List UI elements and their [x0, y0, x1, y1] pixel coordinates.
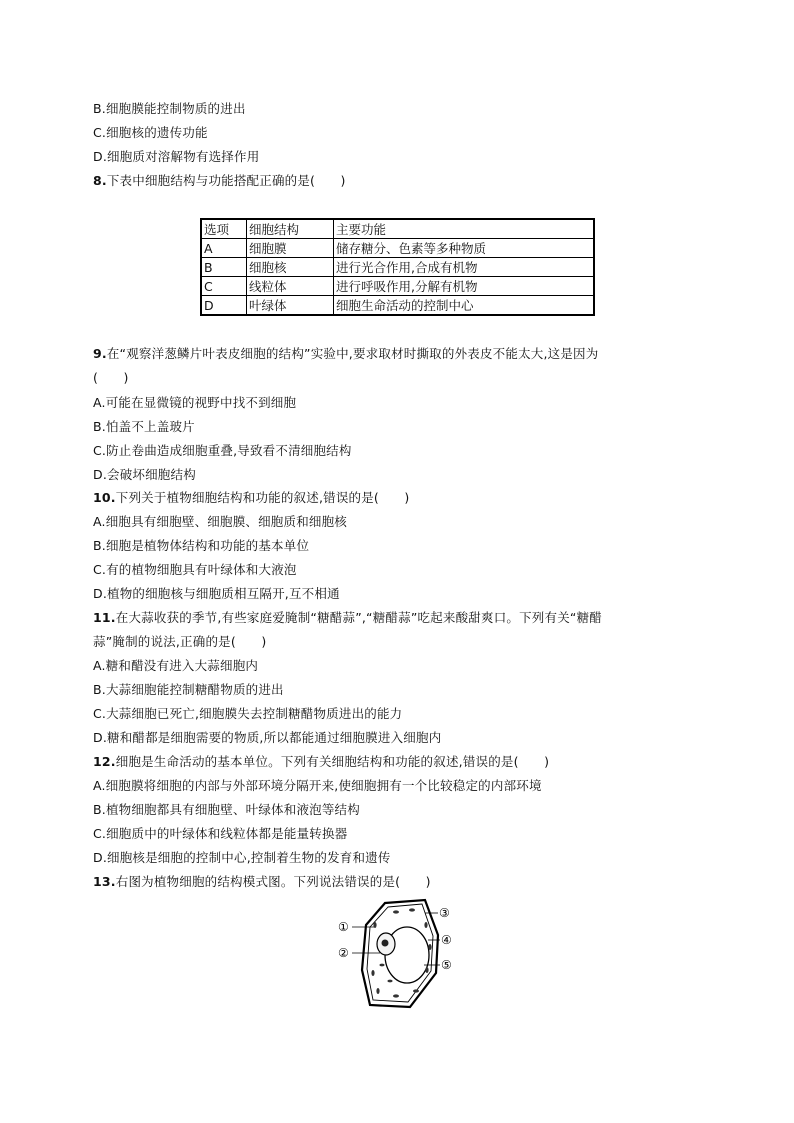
- table-cell: C: [201, 277, 247, 296]
- plant-cell-svg: [330, 895, 465, 1013]
- q11-option-c: C.大蒜细胞已死亡,细胞膜失去控制糖醋物质进出的能力: [93, 706, 403, 721]
- plant-cell-diagram: [330, 895, 465, 1013]
- q9-option-c: C.防止卷曲造成细胞重叠,导致看不清细胞结构: [93, 443, 352, 458]
- table-cell: 储存糖分、色素等多种物质: [334, 239, 595, 258]
- table-cell: 叶绿体: [247, 296, 334, 316]
- q13-text: 右图为植物细胞的结构模式图。下列说法错误的是( ): [115, 874, 431, 889]
- table-cell: 细胞膜: [247, 239, 334, 258]
- q9-option-b: B.怕盖不上盖玻片: [93, 419, 195, 434]
- q7-option-c: C.细胞核的遗传功能: [93, 125, 208, 140]
- q10-option-b: B.细胞是植物体结构和功能的基本单位: [93, 538, 310, 553]
- q13-number: 13.: [93, 874, 116, 889]
- table-header-row: [201, 219, 594, 239]
- q12-option-a: A.细胞膜将细胞的内部与外部环境分隔开来,使细胞拥有一个比较稳定的内部环境: [93, 778, 542, 793]
- q12-option-c: C.细胞质中的叶绿体和线粒体都是能量转换器: [93, 826, 348, 841]
- q10-stem: [93, 490, 409, 506]
- q10-option-a: A.细胞具有细胞壁、细胞膜、细胞质和细胞核: [93, 514, 348, 529]
- q11-number: 11.: [93, 610, 116, 625]
- q9-option-d: D.会破坏细胞结构: [93, 467, 196, 482]
- q11-text: 在大蒜收获的季节,有些家庭爱腌制“糖醋蒜”,“糖醋蒜”吃起来酸甜爽口。下列有关“糖醋: [115, 610, 602, 625]
- nucleolus: [382, 940, 389, 947]
- q8-number: 8.: [93, 173, 107, 188]
- table-header-cell: 细胞结构: [247, 219, 334, 239]
- q10-text: 下列关于植物细胞结构和功能的叙述,错误的是( ): [115, 490, 410, 505]
- figure-label-5: ⑤: [441, 958, 452, 972]
- q11-stem-line2: 蒜”腌制的说法,正确的是( ): [93, 634, 267, 649]
- q11-option-a: A.糖和醋没有进入大蒜细胞内: [93, 658, 259, 673]
- q12-stem: [93, 754, 549, 770]
- table-cell: A: [201, 239, 247, 258]
- q10-option-d: D.植物的细胞核与细胞质相互隔开,互不相通: [93, 586, 340, 601]
- q8-table: [200, 218, 595, 316]
- q8-stem: [93, 173, 346, 189]
- q9-stem-line2: ( ): [93, 370, 129, 385]
- table-cell: D: [201, 296, 247, 316]
- q12-text: 细胞是生命活动的基本单位。下列有关细胞结构和功能的叙述,错误的是( ): [115, 754, 550, 769]
- q11-stem-line1: [93, 610, 602, 626]
- table-row: [201, 239, 594, 258]
- q9-stem-line1: [93, 346, 598, 362]
- q7-option-b: B.细胞膜能控制物质的进出: [93, 101, 246, 116]
- table-header-cell: 选项: [201, 219, 247, 239]
- q12-option-d: D.细胞核是细胞的控制中心,控制着生物的发育和遗传: [93, 850, 391, 865]
- q10-option-c: C.有的植物细胞具有叶绿体和大液泡: [93, 562, 297, 577]
- table-cell: B: [201, 258, 247, 277]
- q7-option-d: D.细胞质对溶解物有选择作用: [93, 149, 260, 164]
- figure-label-1: ①: [338, 920, 349, 934]
- table-cell: 细胞核: [247, 258, 334, 277]
- table-row: [201, 277, 594, 296]
- q9-number: 9.: [93, 346, 107, 361]
- table-header-cell: 主要功能: [334, 219, 595, 239]
- q9-option-a: A.可能在显微镜的视野中找不到细胞: [93, 395, 297, 410]
- table-cell: 进行呼吸作用,分解有机物: [334, 277, 595, 296]
- table-row: [201, 296, 594, 316]
- table-row: [201, 258, 594, 277]
- q11-option-b: B.大蒜细胞能控制糖醋物质的进出: [93, 682, 284, 697]
- q8-text: 下表中细胞结构与功能搭配正确的是( ): [106, 173, 346, 188]
- table-cell: 线粒体: [247, 277, 334, 296]
- table-cell: 细胞生命活动的控制中心: [334, 296, 595, 316]
- table-cell: 进行光合作用,合成有机物: [334, 258, 595, 277]
- q9-text: 在“观察洋葱鳞片叶表皮细胞的结构”实验中,要求取材时撕取的外表皮不能太大,这是因为: [106, 346, 599, 361]
- q11-option-d: D.糖和醋都是细胞需要的物质,所以都能通过细胞膜进入细胞内: [93, 730, 442, 745]
- q10-number: 10.: [93, 490, 116, 505]
- figure-label-2: ②: [338, 946, 349, 960]
- q13-stem: [93, 874, 431, 890]
- figure-label-3: ③: [439, 906, 450, 920]
- q12-number: 12.: [93, 754, 116, 769]
- q12-option-b: B.植物细胞都具有细胞壁、叶绿体和液泡等结构: [93, 802, 360, 817]
- figure-label-4: ④: [441, 933, 452, 947]
